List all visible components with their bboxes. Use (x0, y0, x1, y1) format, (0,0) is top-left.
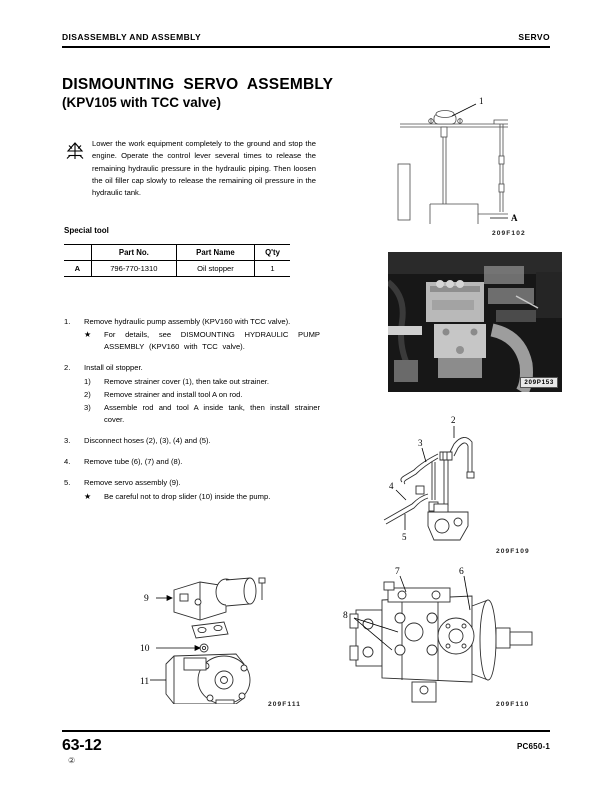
model-number: PC650-1 (517, 742, 550, 751)
step-5 (64, 477, 320, 503)
step-4 (64, 456, 320, 468)
substep (84, 491, 320, 504)
svg-text:3: 3 (418, 438, 423, 448)
title-subtitle: (KPV105 with TCC valve) (62, 94, 222, 110)
special-tool-table (64, 244, 290, 277)
page-header (62, 32, 550, 42)
svg-text:11: 11 (140, 677, 150, 687)
svg-text:A: A (511, 213, 518, 223)
column-header-symbol (64, 245, 91, 261)
svg-text:6: 6 (459, 567, 464, 577)
column-header-part-no: Part No. (91, 245, 176, 261)
substep-marker: 1) (84, 376, 91, 386)
step-number: 4. (64, 457, 71, 467)
figure-code-209F111: 209F111 (268, 701, 302, 708)
substep-text: For details, see DISMOUNTING HYDRAULIC PUMP ASSEMBLY (KPV160 with TCC valve). (104, 330, 320, 352)
installation-photo (388, 252, 562, 392)
step-number: 2. (64, 363, 71, 373)
svg-text:4: 4 (389, 481, 394, 491)
figure-code-209F110: 209F110 (496, 701, 530, 708)
warning-note (64, 138, 316, 199)
column-header-qty: Q'ty (254, 245, 290, 261)
table-header-row (64, 245, 290, 261)
figure-code-209F109: 209F109 (496, 548, 530, 555)
revision-mark: ② (68, 756, 76, 765)
svg-text:8: 8 (343, 611, 348, 621)
safety-burst-icon (64, 138, 92, 199)
cell-symbol: A (64, 261, 91, 277)
step-text: Disconnect hoses (2), (3), (4) and (5). (84, 436, 211, 446)
figure-hose-routing (372, 408, 558, 548)
substep-text: Remove strainer and install tool A on rod. (104, 389, 243, 399)
step-text: Remove servo assembly (9). (84, 478, 181, 488)
page-number: 63-12 (62, 737, 102, 754)
procedure-steps (64, 316, 320, 503)
substep (84, 402, 320, 426)
svg-text:9: 9 (144, 594, 149, 604)
step-number: 3. (64, 436, 71, 446)
step-number: 5. (64, 478, 71, 488)
svg-text:7: 7 (395, 567, 400, 577)
svg-text:1: 1 (479, 96, 484, 106)
step-text: Remove hydraulic pump assembly (KPV160 with TCC valve). (84, 317, 291, 326)
warning-text: Lower the work equipment completely to the ground and stop the engine. Operate the control lever several times to release the remaining hydraulic pressure in the hydraulic piping. Then loosen the oil filler cap slowly to release the remaining oil pressure in the hydraulic tank. (92, 139, 316, 198)
svg-text:10: 10 (140, 644, 150, 654)
header-section-title: DISASSEMBLY AND ASSEMBLY (62, 32, 202, 42)
figure-code-209F102: 209F102 (492, 230, 526, 237)
substep-marker: 2) (84, 389, 91, 399)
step-text: Remove tube (6), (7) and (8). (84, 457, 183, 467)
table-row (64, 261, 290, 277)
title-main: DISMOUNTING SERVO ASSEMBLY (62, 76, 334, 93)
step-2 (64, 362, 320, 426)
cell-part-name: Oil stopper (176, 261, 254, 277)
figure-pump-assembly (340, 566, 552, 704)
svg-text:5: 5 (402, 532, 407, 542)
substep (84, 389, 320, 401)
star-icon: ★ (84, 330, 92, 340)
step-number: 1. (64, 317, 71, 326)
step-1 (64, 316, 320, 353)
step-text: Install oil stopper. (84, 363, 143, 373)
substep-text: Be careful not to drop slider (10) inside the pump. (104, 491, 271, 501)
svg-text:2: 2 (451, 415, 456, 425)
header-subject-title: SERVO (518, 32, 550, 42)
substep (84, 329, 320, 353)
cell-part-no: 796-770-1310 (91, 261, 176, 277)
substep-marker: 3) (84, 402, 91, 412)
column-header-part-name: Part Name (176, 245, 254, 261)
figure-servo-exploded (140, 572, 316, 704)
page-title (62, 76, 392, 110)
footer-divider (62, 730, 550, 732)
substep-text: Assemble rod and tool A inside tank, then install strainer cover. (104, 402, 320, 424)
substep-text: Remove strainer cover (1), then take out strainer. (104, 376, 270, 386)
photo-code-209P153: 209P153 (520, 377, 558, 388)
header-divider (62, 46, 550, 48)
star-icon: ★ (84, 491, 92, 501)
special-tool-label: Special tool (64, 226, 109, 235)
cell-qty: 1 (254, 261, 290, 277)
step-3 (64, 435, 320, 447)
figure-strainer-cover (390, 96, 550, 224)
substep (84, 376, 320, 388)
